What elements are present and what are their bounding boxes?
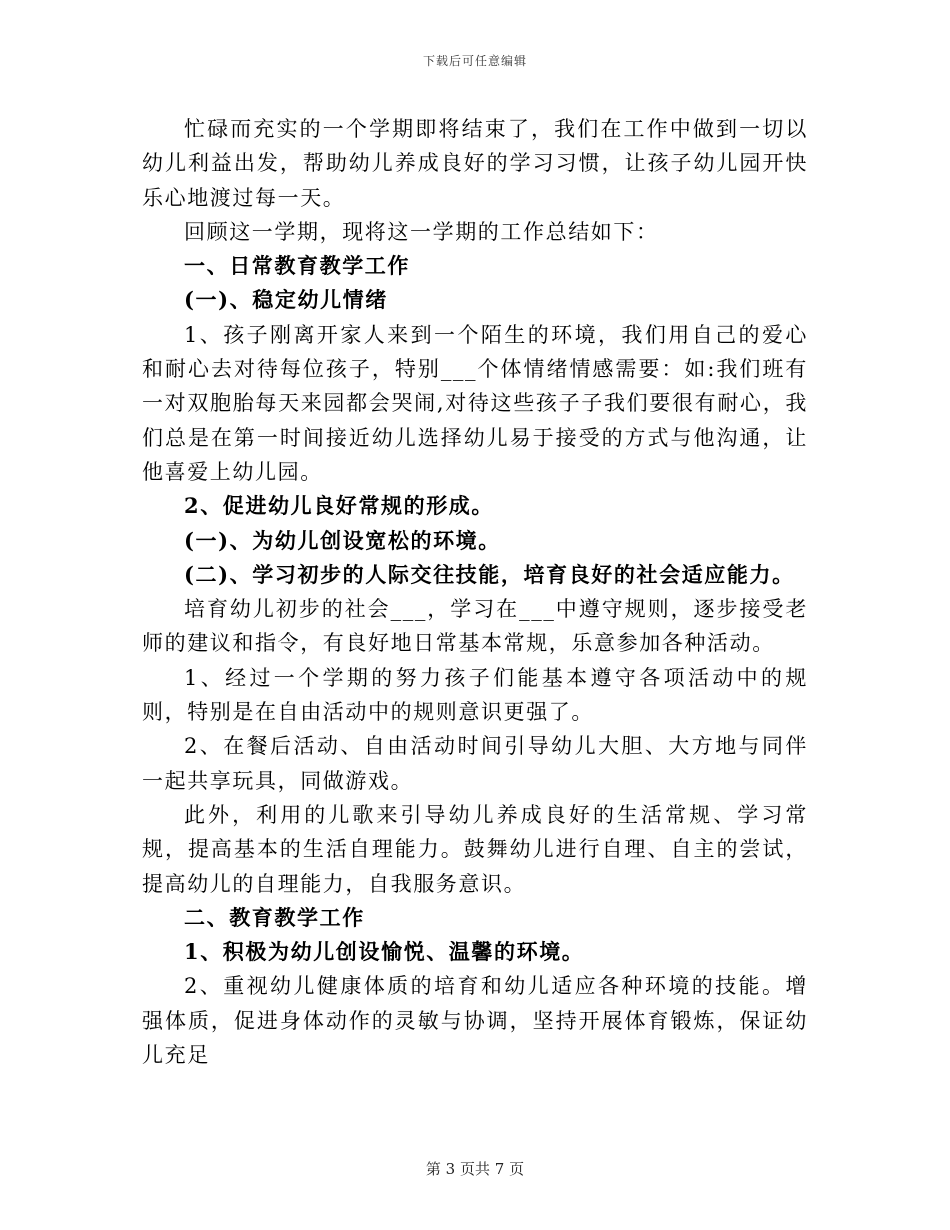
- heading-section-1: 一、日常教育教学工作: [184, 253, 410, 279]
- paragraph-intro: 忙碌而充实的一个学期即将结束了，我们在工作中做到一切以幼儿利益出发，帮助幼儿养成良好的学习习惯，让孩子幼儿园开快乐心地渡过每一天。: [142, 117, 808, 210]
- heading-item-2: 2、促进幼儿良好常规的形成。: [184, 493, 495, 519]
- paragraph-item-1: 1、孩子刚离开家人来到一个陌生的环境，我们用自己的爱心和耐心去对待每位孩子，特别___个体情绪情感需要：如:我们班有一对双胞胎每天来园都会哭闹,对待这些孩子子我们要很有耐心，我们总是在第一时间接近幼儿选择幼儿易于接受的方式与他沟通，让他喜爱上幼儿园。: [142, 322, 808, 484]
- heading-environment: 1、积极为幼儿创设愉悦、温馨的环境。: [184, 939, 585, 965]
- paragraph-nursery-rhymes: 此外，利用的儿歌来引导幼儿养成良好的生活常规、学习常规，提高基本的生活自理能力。鼓舞幼儿进行自理、自主的尝试，提高幼儿的自理能力，自我服务意识。: [142, 802, 808, 896]
- paragraph-social: 培育幼儿初步的社会___，学习在___中遵守规则，逐步接受老师的建议和指令，有良好地日常基本常规，乐意参加各种活动。: [142, 597, 808, 656]
- page-header: 下载后可任意编辑: [422, 54, 527, 68]
- heading-subsection-1: (一)、稳定幼儿情绪: [184, 287, 388, 313]
- paragraph-review: 回顾这一学期，现将这一学期的工作总结如下：: [184, 219, 659, 244]
- paragraph-rules: 1、经过一个学期的努力孩子们能基本遵守各项活动中的规则，特别是在自由活动中的规则意识更强了。: [142, 665, 808, 725]
- document-body: [142, 112, 808, 1072]
- heading-subsection-social: (二)、学习初步的人际交往技能，培育良好的社会适应能力。: [184, 561, 795, 587]
- heading-section-2: 二、教育教学工作: [184, 904, 365, 930]
- paragraph-sharing: 2、在餐后活动、自由活动时间引导幼儿大胆、大方地与同伴一起共享玩具，同做游戏。: [142, 734, 808, 793]
- page-footer: 第 3 页共 7 页: [425, 1160, 525, 1178]
- paragraph-health: 2、重视幼儿健康体质的培育和幼儿适应各种环境的技能。增强体质，促进身体动作的灵敏与协调，坚持开展体育锻炼，保证幼儿充足: [142, 974, 808, 1068]
- heading-subsection-environment: (一)、为幼儿创设宽松的环境。: [184, 527, 501, 553]
